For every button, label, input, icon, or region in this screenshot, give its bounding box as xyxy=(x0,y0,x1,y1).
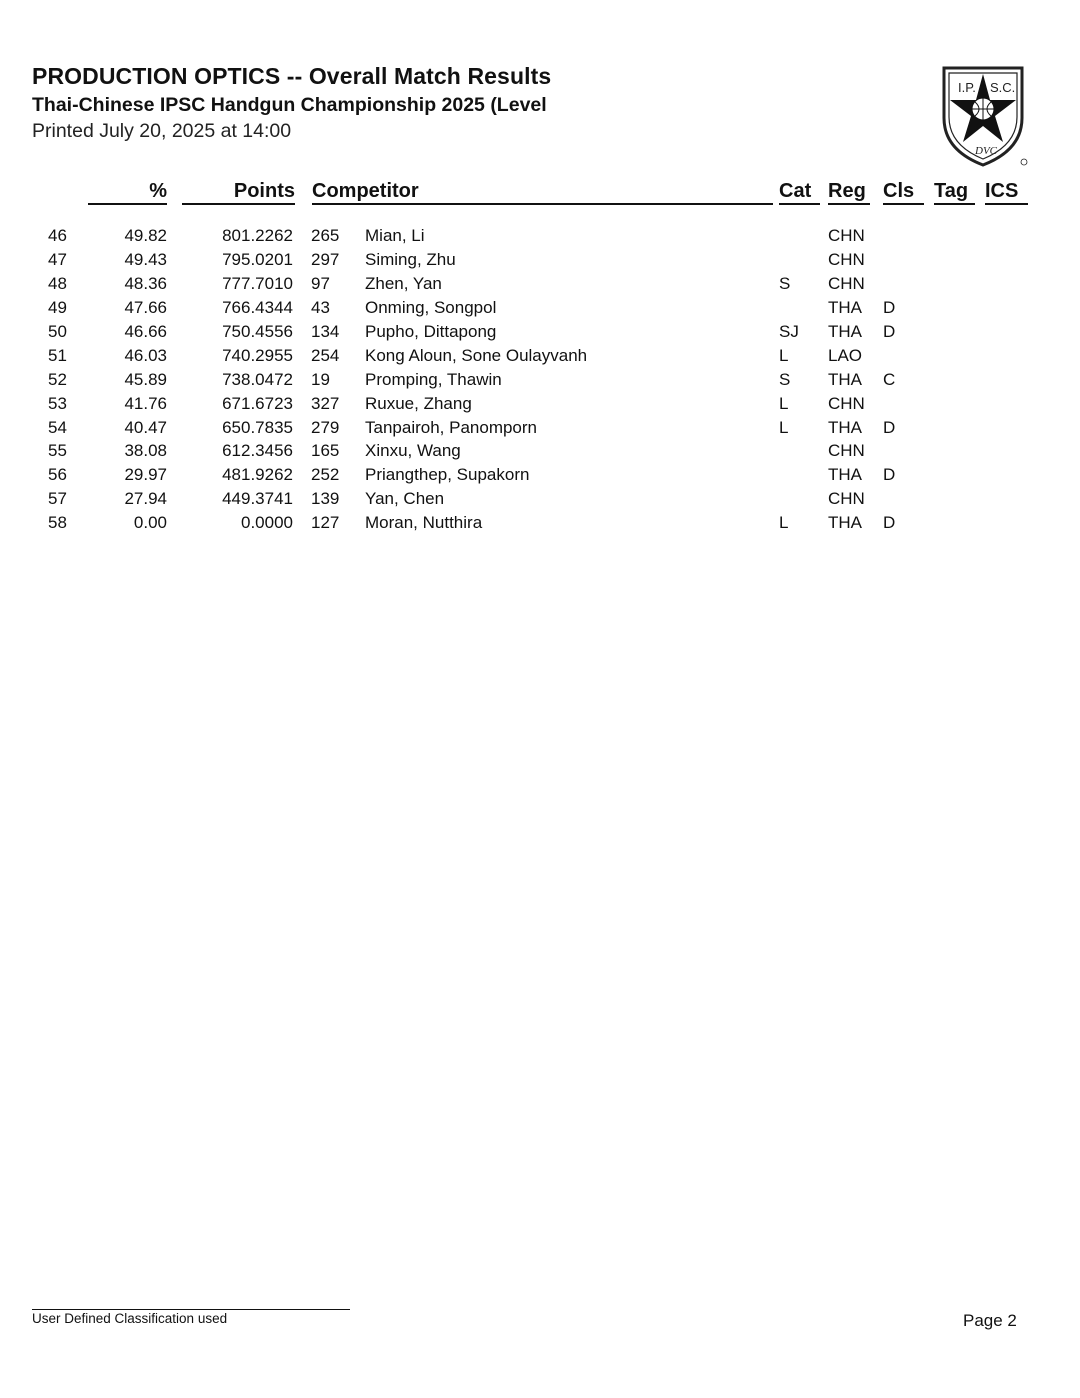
cell-place: 49 xyxy=(48,298,67,317)
logo-text-left: I.P. xyxy=(958,80,976,95)
cell-percent: 29.97 xyxy=(124,465,167,484)
cell-competitor-name: Ruxue, Zhang xyxy=(365,394,472,413)
cell-place: 51 xyxy=(48,346,67,365)
cell-percent: 49.43 xyxy=(124,250,167,269)
col-header-tag-label: Tag xyxy=(934,180,969,202)
cell-percent: 40.47 xyxy=(124,418,167,437)
ipsc-shield-logo-icon xyxy=(938,64,1028,168)
cell-cat: S xyxy=(779,274,791,293)
cell-cls: D xyxy=(883,298,896,317)
cell-points: 750.4556 xyxy=(222,322,293,341)
col-header-reg xyxy=(828,178,870,204)
col-header-cls-label: Cls xyxy=(883,180,915,202)
logo-text-right: S.C. xyxy=(990,80,1016,95)
cell-percent: 46.66 xyxy=(124,322,167,341)
cell-cat: S xyxy=(779,370,791,389)
printed-date: Printed July 20, 2025 at 14:00 xyxy=(32,120,292,142)
logo-motto: DVC xyxy=(975,145,997,157)
cell-competitor-name: Onming, Songpol xyxy=(365,298,497,317)
cell-place: 47 xyxy=(48,250,67,269)
cell-competitor-name: Tanpairoh, Panomporn xyxy=(365,418,538,437)
report-title: PRODUCTION OPTICS -- Overall Match Results xyxy=(32,63,552,89)
cell-points: 481.9262 xyxy=(222,465,293,484)
cell-cat: L xyxy=(779,513,789,532)
col-header-cls xyxy=(883,178,924,204)
col-header-percent-label: % xyxy=(149,180,167,202)
cell-cat: L xyxy=(779,346,789,365)
col-header-cat-label: Cat xyxy=(779,180,812,202)
page-number: Page 2 xyxy=(963,1311,1017,1330)
cell-points: 650.7835 xyxy=(222,418,293,437)
cell-percent: 27.94 xyxy=(124,489,167,508)
cell-percent: 38.08 xyxy=(124,441,167,460)
cell-cls: D xyxy=(883,465,896,484)
table-row xyxy=(0,463,1080,487)
table-row xyxy=(0,296,1080,320)
col-header-points xyxy=(182,178,295,204)
cell-competitor-number: 165 xyxy=(311,441,340,460)
col-header-reg-label: Reg xyxy=(828,180,866,202)
cell-reg: CHN xyxy=(828,274,865,293)
cell-cls: D xyxy=(883,513,896,532)
cell-reg: CHN xyxy=(828,226,865,245)
cell-competitor-number: 139 xyxy=(311,489,340,508)
cell-place: 48 xyxy=(48,274,67,293)
cell-competitor-name: Siming, Zhu xyxy=(365,250,456,269)
cell-points: 795.0201 xyxy=(222,250,293,269)
cell-competitor-number: 97 xyxy=(311,274,330,293)
table-row xyxy=(0,248,1080,272)
cell-competitor-number: 19 xyxy=(311,370,330,389)
col-header-tag xyxy=(934,178,975,204)
cell-competitor-name: Priangthep, Supakorn xyxy=(365,465,530,484)
cell-percent: 41.76 xyxy=(124,394,167,413)
table-row xyxy=(0,416,1080,440)
cell-reg: THA xyxy=(828,513,862,532)
cell-points: 777.7010 xyxy=(222,274,293,293)
cell-place: 54 xyxy=(48,418,67,437)
cell-cat: L xyxy=(779,394,789,413)
cell-place: 58 xyxy=(48,513,67,532)
cell-reg: THA xyxy=(828,418,862,437)
cell-percent: 46.03 xyxy=(124,346,167,365)
classification-footnote: User Defined Classification used xyxy=(32,1311,228,1326)
cell-percent: 49.82 xyxy=(124,226,167,245)
cell-competitor-name: Promping, Thawin xyxy=(365,370,502,389)
col-header-percent xyxy=(88,178,167,204)
cell-cls: D xyxy=(883,322,896,341)
cell-place: 52 xyxy=(48,370,67,389)
cell-reg: CHN xyxy=(828,394,865,413)
cell-place: 50 xyxy=(48,322,67,341)
cell-reg: CHN xyxy=(828,250,865,269)
col-header-ics xyxy=(985,178,1028,204)
cell-competitor-number: 327 xyxy=(311,394,340,413)
table-row xyxy=(0,392,1080,416)
cell-points: 766.4344 xyxy=(222,298,293,317)
cell-percent: 48.36 xyxy=(124,274,167,293)
table-row xyxy=(0,511,1080,535)
cell-competitor-name: Yan, Chen xyxy=(365,489,445,508)
cell-competitor-number: 265 xyxy=(311,226,340,245)
cell-competitor-number: 43 xyxy=(311,298,330,317)
table-row xyxy=(0,224,1080,248)
col-header-cat xyxy=(779,178,820,204)
table-row xyxy=(0,368,1080,392)
cell-competitor-name: Kong Aloun, Sone Oulayvanh xyxy=(365,346,588,365)
cell-competitor-name: Moran, Nutthira xyxy=(365,513,483,532)
cell-competitor-name: Xinxu, Wang xyxy=(365,441,461,460)
col-header-competitor xyxy=(312,178,773,204)
cell-reg: LAO xyxy=(828,346,863,365)
cell-cat: SJ xyxy=(779,322,799,341)
cell-place: 55 xyxy=(48,441,67,460)
cell-place: 53 xyxy=(48,394,67,413)
cell-place: 46 xyxy=(48,226,67,245)
cell-points: 449.3741 xyxy=(222,489,293,508)
cell-points: 738.0472 xyxy=(222,370,293,389)
cell-percent: 47.66 xyxy=(124,298,167,317)
cell-points: 801.2262 xyxy=(222,226,293,245)
cell-competitor-name: Pupho, Dittapong xyxy=(365,322,497,341)
cell-competitor-number: 252 xyxy=(311,465,340,484)
cell-reg: THA xyxy=(828,298,862,317)
cell-points: 740.2955 xyxy=(222,346,293,365)
table-row xyxy=(0,320,1080,344)
cell-cls: C xyxy=(883,370,896,389)
cell-place: 57 xyxy=(48,489,67,508)
cell-cls: D xyxy=(883,418,896,437)
cell-cat: L xyxy=(779,418,789,437)
cell-points: 612.3456 xyxy=(222,441,293,460)
cell-competitor-name: Zhen, Yan xyxy=(365,274,442,293)
cell-competitor-number: 134 xyxy=(311,322,340,341)
cell-competitor-number: 297 xyxy=(311,250,340,269)
cell-competitor-number: 279 xyxy=(311,418,340,437)
col-header-ics-label: ICS xyxy=(985,180,1019,202)
cell-reg: THA xyxy=(828,465,862,484)
table-row xyxy=(0,344,1080,368)
event-subtitle: Thai-Chinese IPSC Handgun Championship 2025 (Level xyxy=(32,94,547,116)
cell-points: 0.0000 xyxy=(241,513,293,532)
table-row xyxy=(0,272,1080,296)
table-row xyxy=(0,439,1080,463)
cell-reg: CHN xyxy=(828,441,865,460)
cell-reg: THA xyxy=(828,322,862,341)
col-header-points-label: Points xyxy=(233,180,295,202)
cell-percent: 45.89 xyxy=(124,370,167,389)
col-header-competitor-label: Competitor xyxy=(312,180,419,202)
table-row xyxy=(0,487,1080,511)
cell-competitor-name: Mian, Li xyxy=(365,226,425,245)
cell-reg: CHN xyxy=(828,489,865,508)
cell-competitor-number: 254 xyxy=(311,346,340,365)
cell-reg: THA xyxy=(828,370,862,389)
footer-divider xyxy=(32,1309,350,1310)
cell-points: 671.6723 xyxy=(222,394,293,413)
cell-competitor-number: 127 xyxy=(311,513,340,532)
cell-percent: 0.00 xyxy=(133,513,167,532)
cell-place: 56 xyxy=(48,465,67,484)
